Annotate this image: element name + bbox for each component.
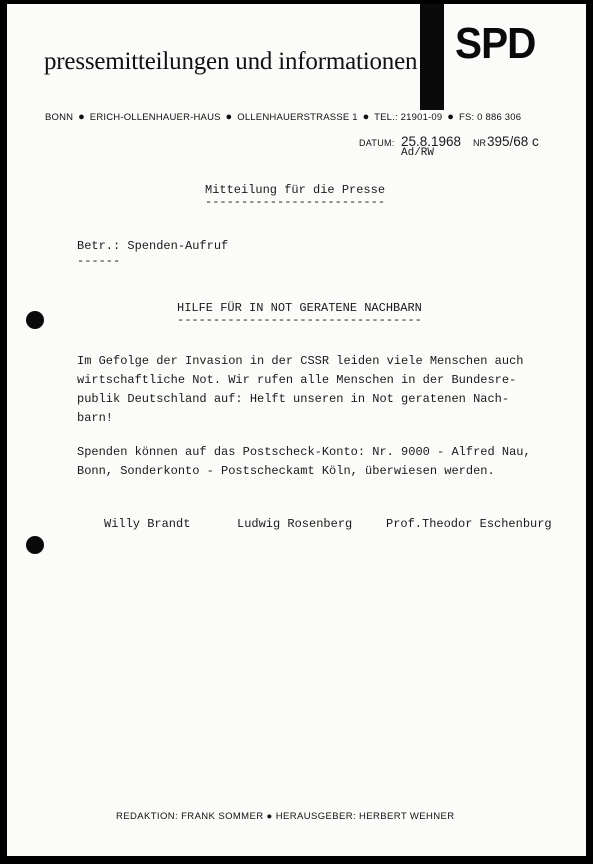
footer-credits: REDAKTION: FRANK SOMMER ● HERAUSGEBER: HERBERT WEHNER <box>116 811 455 822</box>
address-street: OLLENHAUERSTRASSE 1 <box>237 112 358 123</box>
address-line <box>45 111 521 123</box>
address-telex: FS: 0 886 306 <box>458 112 522 123</box>
subject-line: Betr.: Spenden-Aufruf <box>77 239 229 253</box>
date-value: 25.8.1968 <box>401 134 462 149</box>
punch-hole <box>26 311 44 329</box>
press-notice-underline: ------------------------- <box>205 195 386 209</box>
datum-label: DATUM: <box>359 138 395 148</box>
bullet-icon: ● <box>78 111 85 123</box>
document-page <box>7 4 586 856</box>
punch-hole <box>26 536 44 554</box>
headline: HILFE FÜR IN NOT GERATENE NACHBARN <box>177 301 422 315</box>
spd-logo: SPD <box>455 19 536 68</box>
signatory: Ludwig Rosenberg <box>237 517 353 531</box>
press-notice-title: Mitteilung für die Presse <box>205 183 386 197</box>
masthead-title: pressemitteilungen und informationen <box>44 48 418 75</box>
address-building: ERICH-OLLENHAUER-HAUS <box>89 112 221 123</box>
header-black-bar <box>420 4 444 110</box>
paragraph-line: Im Gefolge der Invasion in der CSSR leiden viele Menschen auch <box>77 354 524 368</box>
bullet-icon: ● <box>225 111 233 123</box>
signatory: Willy Brandt <box>104 517 191 531</box>
subject-underline: ------ <box>77 254 121 268</box>
initials: Ad/RW <box>401 147 435 159</box>
paragraph-line: barn! <box>77 411 114 425</box>
address-city: BONN <box>45 112 74 123</box>
paragraph-line: wirtschaftliche Not. Wir rufen alle Menschen in der Bundesre- <box>77 373 517 387</box>
paragraph <box>77 352 523 428</box>
signatory: Prof.Theodor Eschenburg <box>386 517 552 531</box>
paragraph <box>77 443 531 481</box>
nr-label: NR <box>473 138 486 148</box>
address-phone: TEL.: 21901-09 <box>374 112 443 123</box>
bullet-icon: ● <box>362 111 370 123</box>
paragraph-line: Spenden können auf das Postscheck-Konto: Nr. 9000 - Alfred Nau, <box>77 445 531 459</box>
headline-underline: ---------------------------------- <box>177 313 422 327</box>
paragraph-line: publik Deutschland auf: Helft unseren in Not geratenen Nach- <box>77 392 510 406</box>
bullet-icon: ● <box>447 111 455 123</box>
document-number: 395/68 c <box>487 134 539 149</box>
paragraph-line: Bonn, Sonderkonto - Postscheckamt Köln, überwiesen werden. <box>77 464 495 478</box>
